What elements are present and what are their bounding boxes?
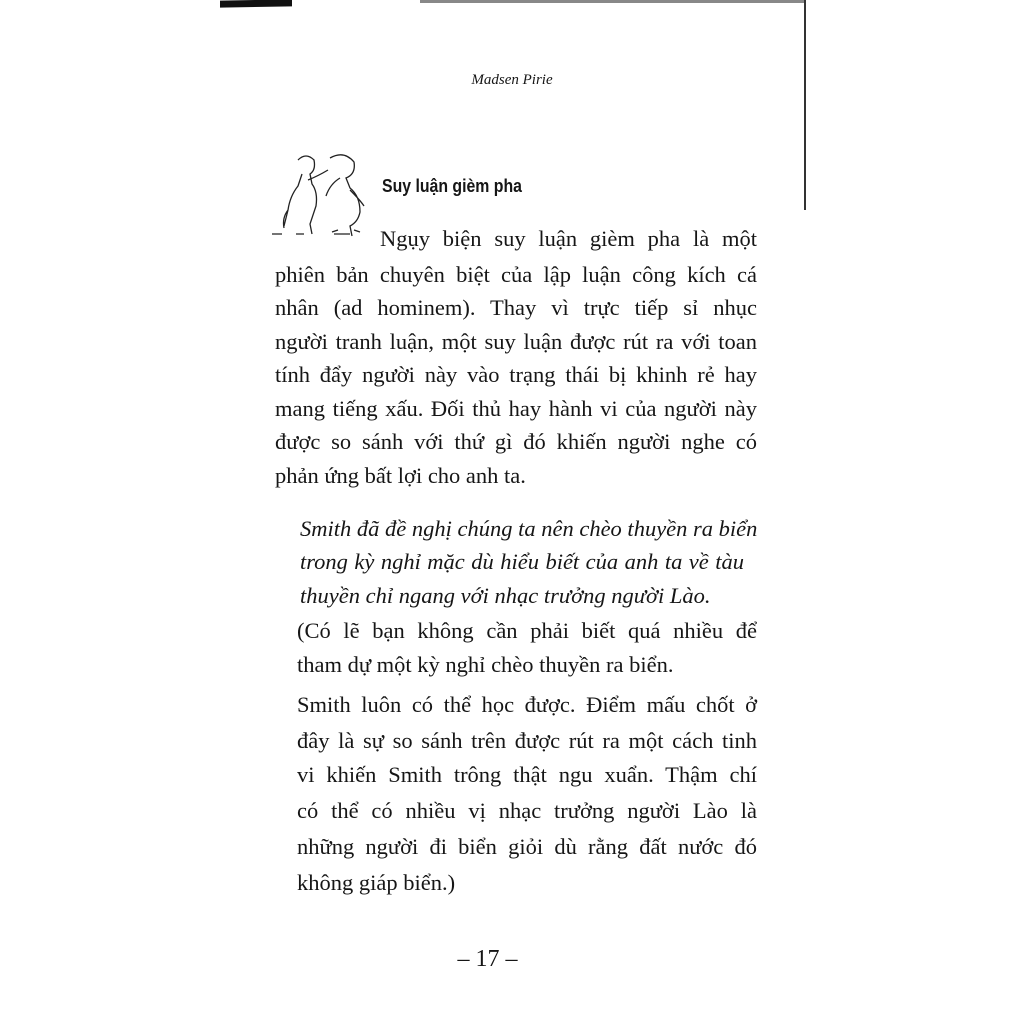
body-line: mang tiếng xấu. Đối thủ hay hành vi của người này <box>275 396 757 421</box>
body-line: có thể có nhiều vị nhạc trưởng người Lào là <box>297 798 757 823</box>
two-people-arguing-illustration <box>268 150 383 240</box>
example-line: trong kỳ nghỉ mặc dù hiểu biết của anh ta về tàu <box>300 549 744 574</box>
body-line: người tranh luận, một suy luận được rút ra với toan <box>275 329 757 354</box>
example-line: Smith đã đề nghị chúng ta nên chèo thuyền ra biển <box>300 516 758 541</box>
body-line: được so sánh với thứ gì đó khiến người nghe có <box>275 429 757 454</box>
running-header-author: Madsen Pirie <box>471 72 553 88</box>
body-line: đây là sự so sánh trên được rút ra một cách tinh <box>297 728 757 753</box>
body-line: những người đi biển giỏi dù rằng đất nước đó <box>297 834 757 859</box>
body-line: phản ứng bất lợi cho anh ta. <box>275 463 526 488</box>
page-edge-line <box>804 0 806 210</box>
body-line: Smith luôn có thể học được. Điểm mấu chốt ở <box>297 692 757 717</box>
body-line: (Có lẽ bạn không cần phải biết quá nhiều để <box>297 618 757 643</box>
example-line: thuyền chỉ ngang với nhạc trưởng người Lào. <box>300 583 711 608</box>
body-line <box>275 262 757 288</box>
scan-edge-shadow <box>220 0 292 8</box>
body-line: tính đẩy người này vào trạng thái bị khinh rẻ hay <box>275 362 757 387</box>
body-line: vi khiến Smith trông thật ngu xuẩn. Thậm chí <box>297 762 757 787</box>
body-line: không giáp biển.) <box>297 870 456 895</box>
scan-edge-line <box>420 0 805 3</box>
section-title: Suy luận gièm pha <box>382 176 522 196</box>
body-line-text: phiên bản chuyên biệt của lập luận công kích cá <box>275 262 757 287</box>
page-number: – 17 – <box>457 946 518 972</box>
body-line: tham dự một kỳ nghỉ chèo thuyền ra biển. <box>297 652 674 677</box>
body-line: Ngụy biện suy luận gièm pha là một <box>380 226 757 251</box>
body-line: nhân (ad hominem). Thay vì trực tiếp sỉ nhục <box>275 295 757 320</box>
